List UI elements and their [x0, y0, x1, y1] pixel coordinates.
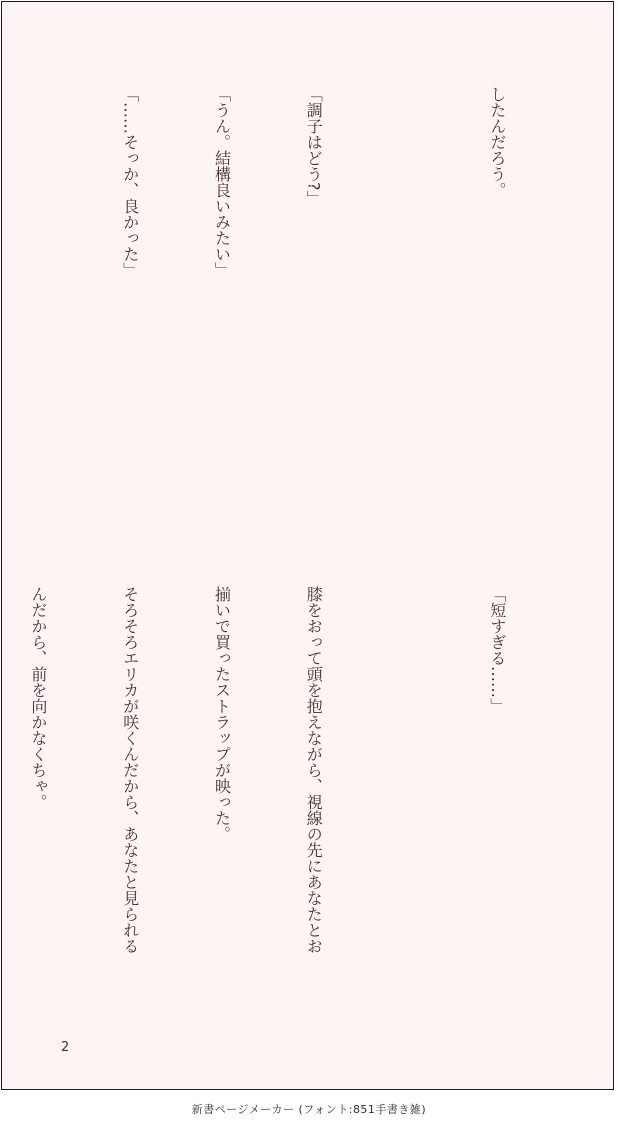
text-line: 膝をおって頭を抱えながら、視線の先にあなたとお: [304, 586, 324, 954]
text-line: したんだろう。: [487, 86, 507, 198]
text-line: 「調子はどう?」: [304, 86, 324, 207]
text-line: [389, 586, 420, 1016]
text-line: [389, 86, 420, 526]
lower-text-block: [28, 586, 573, 1016]
text-line: んだから、前を向かなくちゃ。: [28, 586, 48, 810]
text-line: [22, 86, 53, 526]
page-number: 2: [61, 1040, 70, 1055]
text-line: 揃いで買ったストラップが映った。: [212, 586, 232, 842]
text-line: そろそろエリカが咲くんだから、あなたと見られる: [120, 586, 140, 954]
text-line: 「うん。結構良いみたい」: [212, 86, 232, 278]
upper-text-block: [53, 86, 573, 526]
text-line: 「……そっか、良かった」: [120, 86, 140, 278]
manuscript-page: [1, 1, 614, 1090]
footer-credit: 新書ページメーカー (フォント:851手書き雑): [191, 1103, 427, 1116]
text-line: 「短すぎる……」: [487, 586, 507, 714]
